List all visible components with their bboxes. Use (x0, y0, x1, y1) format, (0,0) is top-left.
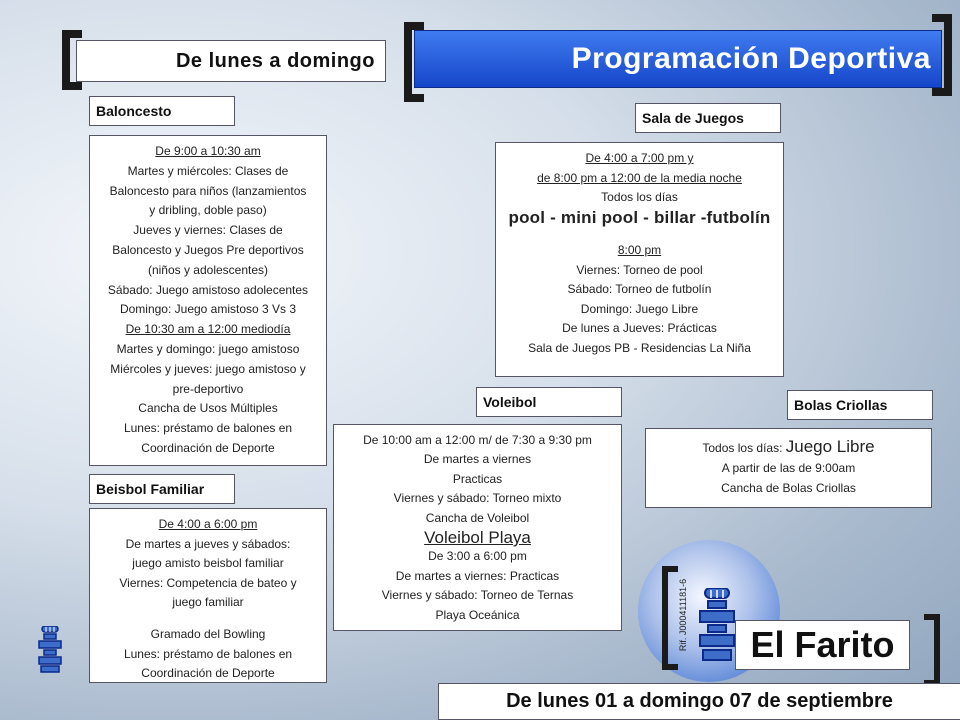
schedule-line: Cancha de Voleibol (425, 510, 530, 525)
date-range-text: De lunes 01 a domingo 07 de septiembre (506, 690, 893, 712)
schedule-line: Coordinación de Deporte (141, 440, 275, 455)
schedule-line: juego amisto beisbol familiar (132, 556, 284, 571)
section-label-voleibol (476, 387, 622, 417)
beisbol-label-text: Beisbol Familiar (96, 481, 205, 497)
page-title: Programación Deportiva (571, 42, 931, 75)
schedule-line: Cancha de Bolas Criollas (721, 481, 856, 495)
schedule-line: Playa Oceánica (435, 607, 520, 622)
schedule-line: Jueves y viernes: Clases de (133, 223, 283, 238)
schedule-box-sala-de-juegos (495, 142, 784, 377)
lighthouse-logo-icon (36, 626, 64, 674)
schedule-line: Sábado: Torneo de futbolín (567, 282, 712, 296)
schedule-line: Cancha de Usos Múltiples (138, 401, 278, 416)
schedule-line: A partir de las de 9:00am (721, 461, 856, 475)
voleibol-label-text: Voleibol (483, 394, 537, 410)
rif-text: Rif. J000411181-6 (678, 578, 688, 652)
schedule-line: Lunes: préstamo de balones en (123, 646, 293, 661)
schedule-line: Miércoles y jueves: juego amistoso y (110, 361, 306, 376)
schedule-line: De martes a jueves y sábados: (125, 536, 291, 551)
schedule-line: Domingo: Juego amistoso 3 Vs 3 (119, 302, 297, 317)
schedule-line: Baloncesto para niños (lanzamientos (109, 183, 307, 198)
schedule-line: de 8:00 pm a 12:00 de la media noche (537, 170, 742, 185)
schedule-line: (niños y adolescentes) (147, 262, 269, 277)
schedule-line: 8:00 pm (617, 243, 662, 257)
section-label-sala-de-juegos (635, 103, 781, 133)
brand-name: El Farito (750, 624, 895, 665)
bracket-right-logo (924, 614, 940, 686)
bolas-line-emphasis: Juego Libre (785, 437, 875, 456)
brand-name-box (735, 620, 910, 670)
schedule-line: Gramado del Bowling (150, 626, 266, 641)
schedule-line: Viernes: Torneo de pool (576, 262, 703, 277)
schedule-line: juego familiar (172, 595, 244, 610)
schedule-line: De martes a viernes (423, 452, 532, 467)
schedule-line (90, 613, 326, 625)
schedule-line: De lunes a Jueves: Prácticas (562, 321, 717, 335)
schedule-line: De 3:00 a 6:00 pm (428, 549, 527, 564)
week-range-label: De lunes a domingo (175, 49, 375, 72)
schedule-line: Sala de Juegos PB - Residencias La Niña (528, 340, 751, 355)
title-bar (414, 30, 942, 88)
schedule-line: Viernes y sábado: Torneo mixto (393, 491, 562, 506)
schedule-line: Martes y domingo: juego amistoso (116, 341, 300, 356)
schedule-line: Practicas (452, 471, 503, 486)
schedule-box-baloncesto (89, 135, 327, 466)
schedule-line: Coordinación de Deporte (141, 666, 275, 681)
schedule-box-voleibol (333, 424, 622, 631)
schedule-line: Baloncesto y Juegos Pre deportivos (112, 242, 304, 257)
section-label-bolas-criollas (787, 390, 933, 420)
schedule-line: Sábado: Juego amistoso adolecentes (107, 282, 309, 297)
schedule-line: y dribling, doble paso) (149, 203, 267, 218)
bracket-right-title (932, 14, 952, 96)
schedule-line: pre-deportivo (172, 381, 244, 396)
schedule-line: De 10:00 am a 12:00 m/ de 7:30 a 9:30 pm (363, 433, 592, 447)
schedule-line: De martes a viernes: Practicas (395, 568, 560, 583)
schedule-line: Domingo: Juego Libre (580, 301, 699, 316)
schedule-box-beisbol (89, 508, 327, 683)
schedule-line: Lunes: préstamo de balones en (123, 421, 293, 436)
bolas-line-prefix: Todos los días: (702, 441, 786, 455)
week-range-bar (76, 40, 386, 82)
bolas-label-text: Bolas Criollas (794, 397, 888, 413)
section-label-beisbol (89, 474, 235, 504)
section-label-baloncesto (89, 96, 235, 126)
schedule-line: Viernes y sábado: Torneo de Ternas (381, 588, 574, 603)
schedule-line: De 9:00 a 10:30 am (155, 144, 261, 158)
schedule-line: De 4:00 a 6:00 pm (158, 517, 258, 531)
schedule-line: De 10:30 am a 12:00 mediodía (125, 322, 291, 337)
bolas-lines (646, 458, 931, 498)
sala-label-text: Sala de Juegos (642, 110, 744, 126)
schedule-line: Voleibol Playa (424, 528, 531, 548)
lighthouse-icon (695, 588, 739, 664)
schedule-line (496, 227, 783, 241)
schedule-line: Martes y miércoles: Clases de (127, 163, 289, 178)
baloncesto-label-text: Baloncesto (96, 103, 172, 119)
schedule-line: Todos los días (601, 190, 678, 204)
date-range-footer (438, 683, 960, 720)
schedule-box-bolas-criollas (645, 428, 932, 508)
rif-number (676, 575, 690, 655)
schedule-line: pool - mini pool - billar -futbolín (508, 207, 771, 227)
schedule-line: De 4:00 a 7:00 pm y (585, 151, 694, 165)
schedule-line: Viernes: Competencia de bateo y (119, 575, 297, 590)
bolas-line-first (646, 437, 931, 458)
